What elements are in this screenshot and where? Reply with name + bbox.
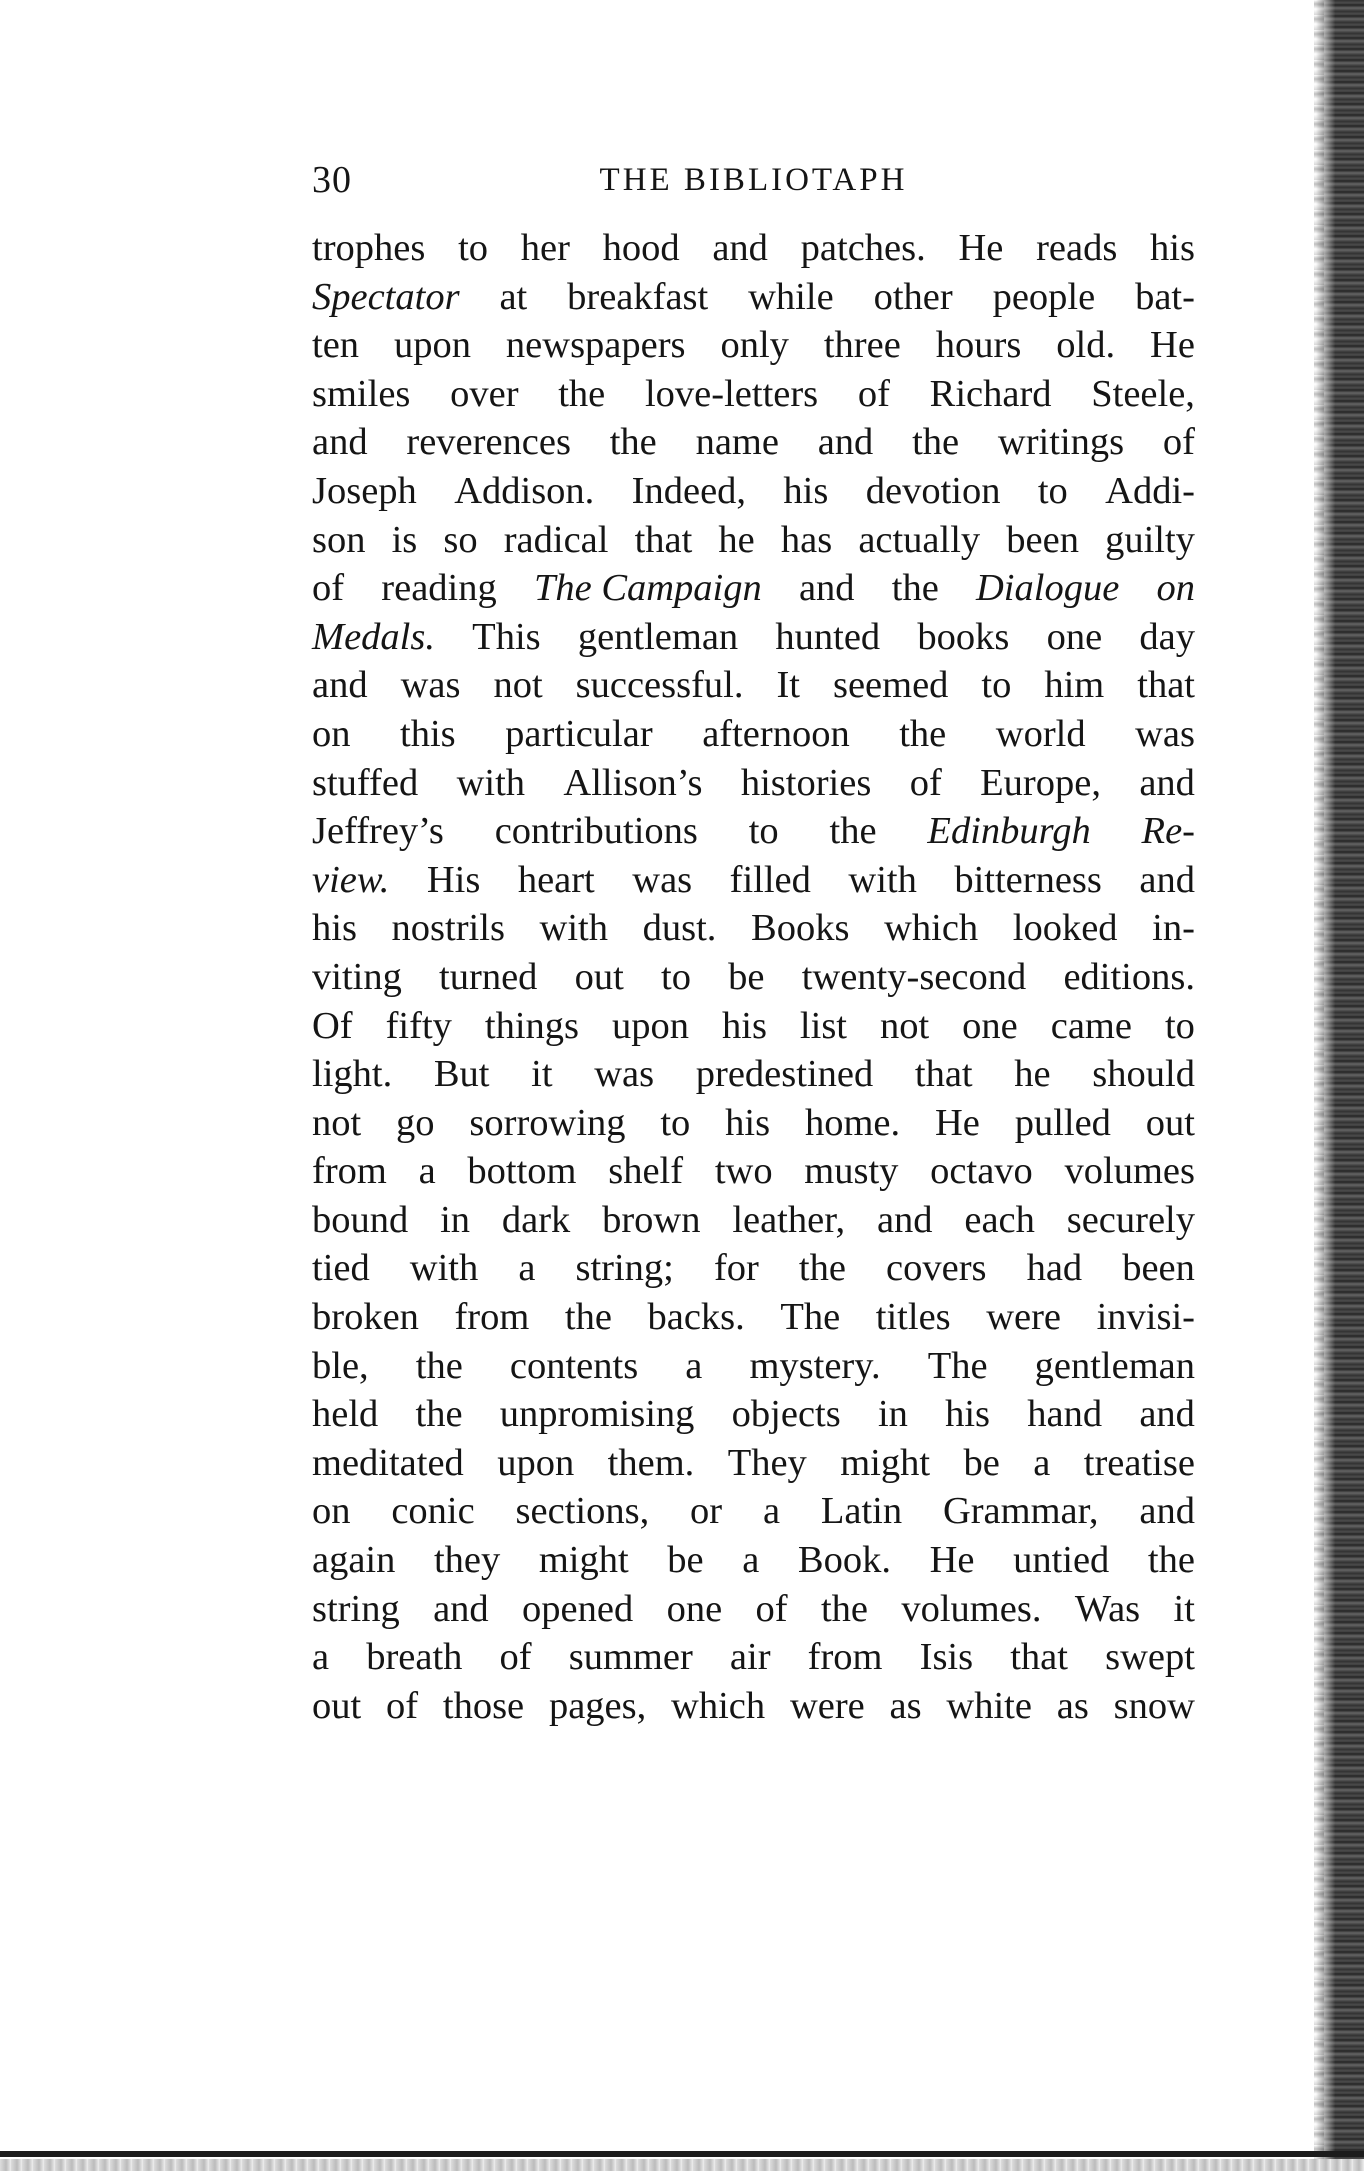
word: has xyxy=(780,518,833,561)
word: dust. xyxy=(642,907,717,950)
word: other xyxy=(873,275,953,318)
word: not xyxy=(493,664,543,707)
word: Was xyxy=(1074,1587,1141,1630)
word: came xyxy=(1050,1004,1132,1047)
word: the xyxy=(820,1587,868,1630)
word: a xyxy=(312,1636,330,1679)
word: This xyxy=(472,615,541,658)
word: contents xyxy=(509,1344,639,1387)
word: from xyxy=(807,1636,883,1679)
word: they xyxy=(433,1539,501,1582)
word: should xyxy=(1092,1053,1195,1096)
word: and xyxy=(312,421,368,464)
word: Addi- xyxy=(1105,469,1195,512)
word: of xyxy=(857,372,890,415)
word: editions. xyxy=(1063,955,1195,998)
word: in xyxy=(877,1393,908,1436)
word: it xyxy=(1173,1587,1195,1630)
word: while xyxy=(748,275,834,318)
word: that xyxy=(634,518,693,561)
word: seemed xyxy=(832,664,949,707)
word: world xyxy=(995,712,1086,755)
word: invisi- xyxy=(1096,1296,1195,1339)
word: Books xyxy=(751,907,850,950)
word: view. xyxy=(312,858,390,901)
word: sorrowing xyxy=(469,1101,626,1144)
text-line xyxy=(312,807,1195,856)
word: people xyxy=(992,275,1096,318)
word: of xyxy=(499,1636,532,1679)
text-line xyxy=(312,1585,1195,1634)
word: of xyxy=(312,567,345,610)
word: them. xyxy=(607,1441,695,1484)
word: fifty xyxy=(385,1004,452,1047)
scanned-page-edge-shadow xyxy=(1314,0,1324,2171)
word: to xyxy=(661,955,691,998)
word: predestined xyxy=(695,1053,874,1096)
text-line xyxy=(312,1196,1195,1245)
word: been xyxy=(1122,1247,1195,1290)
word: The xyxy=(927,1344,988,1387)
word: it xyxy=(531,1053,553,1096)
text-line xyxy=(312,1439,1195,1488)
text-line xyxy=(312,1390,1195,1439)
text-line xyxy=(312,1244,1195,1293)
word: reading xyxy=(381,567,497,610)
word: for xyxy=(713,1247,759,1290)
word: with xyxy=(456,761,526,804)
word: particular xyxy=(505,712,653,755)
word: not xyxy=(312,1101,362,1144)
word: He xyxy=(934,1101,980,1144)
word: leather, xyxy=(732,1198,846,1241)
word: that xyxy=(914,1053,973,1096)
word: a xyxy=(1033,1441,1051,1484)
word: Isis xyxy=(919,1636,974,1679)
word: and xyxy=(817,421,874,464)
word: successful. xyxy=(575,664,744,707)
word: he xyxy=(1014,1053,1051,1096)
word: his xyxy=(783,469,829,512)
word: over xyxy=(450,372,519,415)
word: The Campaign xyxy=(533,567,762,610)
word: the xyxy=(564,1296,612,1339)
word: and xyxy=(798,567,855,610)
word: The xyxy=(780,1296,841,1339)
word: as xyxy=(889,1684,922,1727)
text-line xyxy=(312,1682,1195,1731)
word: viting xyxy=(312,955,402,998)
word: so xyxy=(443,518,478,561)
text-line xyxy=(312,321,1195,370)
word: a xyxy=(418,1150,436,1193)
word: books xyxy=(917,615,1010,658)
page-number: 30 xyxy=(312,159,352,201)
word: he xyxy=(718,518,755,561)
word: reverences xyxy=(406,421,571,464)
word: bat- xyxy=(1135,275,1195,318)
word: musty xyxy=(804,1150,899,1193)
word: Steele, xyxy=(1091,372,1195,415)
word: They xyxy=(727,1441,807,1484)
text-line xyxy=(312,710,1195,759)
text-line xyxy=(312,224,1195,273)
word: unpromising xyxy=(499,1393,695,1436)
word: bound xyxy=(312,1198,409,1241)
word: the xyxy=(899,712,947,755)
word: guilty xyxy=(1105,518,1195,561)
word: the xyxy=(891,567,939,610)
word: pulled xyxy=(1014,1101,1111,1144)
word: hunted xyxy=(775,615,881,658)
word: pages, xyxy=(548,1684,647,1727)
word: ble, xyxy=(312,1344,369,1387)
word: which xyxy=(884,907,979,950)
word: hand xyxy=(1027,1393,1103,1436)
word: and xyxy=(1139,1393,1195,1436)
word: reads xyxy=(1036,227,1118,269)
text-line xyxy=(312,661,1195,710)
word: He xyxy=(929,1539,975,1582)
word: is xyxy=(391,518,418,561)
word: volumes. xyxy=(901,1587,1042,1630)
word: old. xyxy=(1056,324,1116,367)
word: and xyxy=(1139,1490,1195,1533)
word: be xyxy=(963,1441,1000,1484)
word: gentleman xyxy=(1034,1344,1195,1387)
word: out xyxy=(1145,1101,1195,1144)
word: But xyxy=(433,1053,490,1096)
word: Richard xyxy=(929,372,1052,415)
word: trophes xyxy=(312,227,426,269)
word: the xyxy=(912,421,960,464)
word: might xyxy=(538,1539,629,1582)
word: untied xyxy=(1013,1539,1110,1582)
word: hours xyxy=(935,324,1022,367)
word: and xyxy=(433,1587,489,1630)
word: conic xyxy=(391,1490,475,1533)
word: nostrils xyxy=(391,907,505,950)
word: things xyxy=(484,1004,580,1047)
word: Dialogue xyxy=(976,567,1120,610)
word: radical xyxy=(503,518,609,561)
word: string xyxy=(312,1587,400,1630)
word: to xyxy=(458,227,489,269)
word: turned xyxy=(439,955,538,998)
word: twenty-second xyxy=(801,955,1027,998)
word: octavo xyxy=(930,1150,1033,1193)
word: be xyxy=(728,955,765,998)
word: His xyxy=(426,858,481,901)
word: the xyxy=(415,1344,463,1387)
word: at xyxy=(499,275,528,318)
word: out xyxy=(312,1684,362,1727)
word: with xyxy=(848,858,917,901)
word: son xyxy=(312,518,366,561)
word: air xyxy=(729,1636,771,1679)
text-line xyxy=(312,759,1195,808)
text-line xyxy=(312,370,1195,419)
text-line xyxy=(312,467,1195,516)
word: Spectator xyxy=(312,275,460,318)
word: only xyxy=(720,324,789,367)
text-line xyxy=(312,1342,1195,1391)
word: one xyxy=(1046,615,1103,658)
word: with xyxy=(539,907,608,950)
word: to xyxy=(981,664,1012,707)
word: volumes xyxy=(1064,1150,1195,1193)
word: held xyxy=(312,1393,379,1436)
word: on xyxy=(312,712,351,755)
text-line xyxy=(312,613,1195,662)
word: tied xyxy=(312,1247,370,1290)
word: opened xyxy=(522,1587,634,1630)
word: his xyxy=(1150,227,1195,269)
word: a xyxy=(762,1490,781,1533)
word: was xyxy=(594,1053,655,1096)
word: ten xyxy=(312,324,360,367)
text-line xyxy=(312,273,1195,322)
word: day xyxy=(1139,615,1195,658)
word: name xyxy=(695,421,779,464)
word: and xyxy=(712,227,768,269)
word: were xyxy=(789,1684,865,1727)
text-line xyxy=(312,1002,1195,1051)
word: go xyxy=(396,1101,435,1144)
word: Latin xyxy=(820,1490,903,1533)
word: to xyxy=(1164,1004,1195,1047)
word: gentleman xyxy=(577,615,739,658)
word: not xyxy=(879,1004,930,1047)
text-line xyxy=(312,904,1195,953)
word: Grammar, xyxy=(942,1490,1099,1533)
word: had xyxy=(1026,1247,1083,1290)
word: treatise xyxy=(1083,1441,1195,1484)
word: from xyxy=(454,1296,530,1339)
word: string; xyxy=(575,1247,674,1290)
word: and xyxy=(1139,858,1195,901)
word: histories xyxy=(740,761,872,804)
word: securely xyxy=(1066,1198,1195,1241)
word: the xyxy=(415,1393,463,1436)
word: the xyxy=(609,421,657,464)
word: Europe, xyxy=(980,761,1101,804)
word: on xyxy=(1156,567,1195,610)
word: heart xyxy=(517,858,595,901)
word: Medals. xyxy=(312,615,435,658)
text-line xyxy=(312,1293,1195,1342)
word: of xyxy=(1162,421,1195,464)
word: newspapers xyxy=(505,324,686,367)
word: was xyxy=(1135,712,1195,755)
word: Allison’s xyxy=(563,761,703,804)
word: the xyxy=(1147,1539,1195,1582)
word: sections, xyxy=(515,1490,650,1533)
word: as xyxy=(1056,1684,1089,1727)
word: this xyxy=(400,712,456,755)
page-header xyxy=(312,155,1195,205)
word: broken xyxy=(312,1296,419,1339)
word: breakfast xyxy=(567,275,709,318)
word: and xyxy=(1139,761,1195,804)
word: upon xyxy=(612,1004,690,1047)
word: each xyxy=(964,1198,1035,1241)
word: bottom xyxy=(467,1150,577,1193)
word: was xyxy=(632,858,693,901)
word: Joseph xyxy=(312,469,417,512)
word: He xyxy=(1150,324,1195,367)
word: was xyxy=(400,664,461,707)
word: Indeed, xyxy=(631,469,747,512)
word: to xyxy=(1037,469,1068,512)
word: in- xyxy=(1152,907,1195,950)
word: summer xyxy=(568,1636,693,1679)
word: brown xyxy=(602,1198,701,1241)
word: a xyxy=(518,1247,536,1290)
text-line xyxy=(312,1050,1195,1099)
word: his xyxy=(725,1101,771,1144)
word: white xyxy=(946,1684,1032,1727)
word: He xyxy=(958,227,1004,269)
word: upon xyxy=(497,1441,575,1484)
word: three xyxy=(823,324,901,367)
word: the xyxy=(829,810,877,853)
word: of xyxy=(386,1684,419,1727)
word: been xyxy=(1006,518,1079,561)
word: Addison. xyxy=(454,469,595,512)
word: Edinburgh xyxy=(927,810,1091,853)
text-line xyxy=(312,1099,1195,1148)
word: actually xyxy=(858,518,981,561)
word: the xyxy=(798,1247,846,1290)
word: out xyxy=(574,955,624,998)
word: be xyxy=(667,1539,704,1582)
word: which xyxy=(671,1684,766,1727)
word: stuffed xyxy=(312,761,419,804)
word: to xyxy=(660,1101,691,1144)
word: him xyxy=(1044,664,1105,707)
word: snow xyxy=(1113,1684,1195,1727)
word: to xyxy=(748,810,779,853)
word: Book. xyxy=(797,1539,891,1582)
text-line xyxy=(312,953,1195,1002)
word: Jeffrey’s xyxy=(312,810,444,853)
text-line xyxy=(312,418,1195,467)
word: shelf xyxy=(608,1150,684,1193)
word: swept xyxy=(1105,1636,1195,1679)
word: on xyxy=(312,1490,351,1533)
word: upon xyxy=(393,324,471,367)
word: his xyxy=(945,1393,991,1436)
word: home. xyxy=(804,1101,901,1144)
word: and xyxy=(312,664,368,707)
word: backs. xyxy=(647,1296,745,1339)
word: It xyxy=(776,664,800,707)
word: again xyxy=(312,1539,396,1582)
word: one xyxy=(666,1587,723,1630)
word: patches. xyxy=(800,227,926,269)
word: were xyxy=(986,1296,1062,1339)
word: one xyxy=(962,1004,1018,1047)
word: that xyxy=(1137,664,1195,707)
word: in xyxy=(440,1198,471,1241)
word: bitterness xyxy=(954,858,1102,901)
word: his xyxy=(312,907,357,950)
word: Re- xyxy=(1141,810,1195,853)
word: two xyxy=(714,1150,773,1193)
word: covers xyxy=(886,1247,987,1290)
word: smiles xyxy=(312,372,411,415)
body-text xyxy=(312,224,1195,1730)
word: or xyxy=(690,1490,723,1533)
word: light. xyxy=(312,1053,393,1096)
word: mystery. xyxy=(749,1344,881,1387)
word: objects xyxy=(731,1393,841,1436)
bottom-rule xyxy=(0,2151,1364,2157)
word: hood xyxy=(602,227,680,269)
word: breath xyxy=(366,1636,463,1679)
bottom-page-edge xyxy=(0,2159,1364,2171)
word: of xyxy=(909,761,942,804)
running-title: THE BIBLIOTAPH xyxy=(599,162,908,198)
word: meditated xyxy=(312,1441,464,1484)
text-line xyxy=(312,1487,1195,1536)
word: with xyxy=(409,1247,479,1290)
word: those xyxy=(442,1684,525,1727)
text-line xyxy=(312,1147,1195,1196)
word: Of xyxy=(312,1004,353,1047)
word: looked xyxy=(1012,907,1118,950)
word: a xyxy=(742,1539,760,1582)
word: his xyxy=(722,1004,767,1047)
word: her xyxy=(520,227,570,269)
word: titles xyxy=(875,1296,951,1339)
word: of xyxy=(755,1587,788,1630)
text-line xyxy=(312,856,1195,905)
word: afternoon xyxy=(702,712,850,755)
text-line xyxy=(312,1633,1195,1682)
word: love-letters xyxy=(644,372,819,415)
word: dark xyxy=(501,1198,571,1241)
word: contributions xyxy=(494,810,698,853)
word: and xyxy=(876,1198,933,1241)
text-line xyxy=(312,516,1195,565)
text-line xyxy=(312,564,1195,613)
word: writings xyxy=(997,421,1125,464)
word: might xyxy=(840,1441,931,1484)
word: the xyxy=(558,372,606,415)
word: filled xyxy=(729,858,811,901)
word: list xyxy=(799,1004,847,1047)
word: that xyxy=(1010,1636,1068,1679)
word: from xyxy=(312,1150,387,1193)
text-line xyxy=(312,1536,1195,1585)
word: devotion xyxy=(865,469,1001,512)
word: a xyxy=(685,1344,703,1387)
